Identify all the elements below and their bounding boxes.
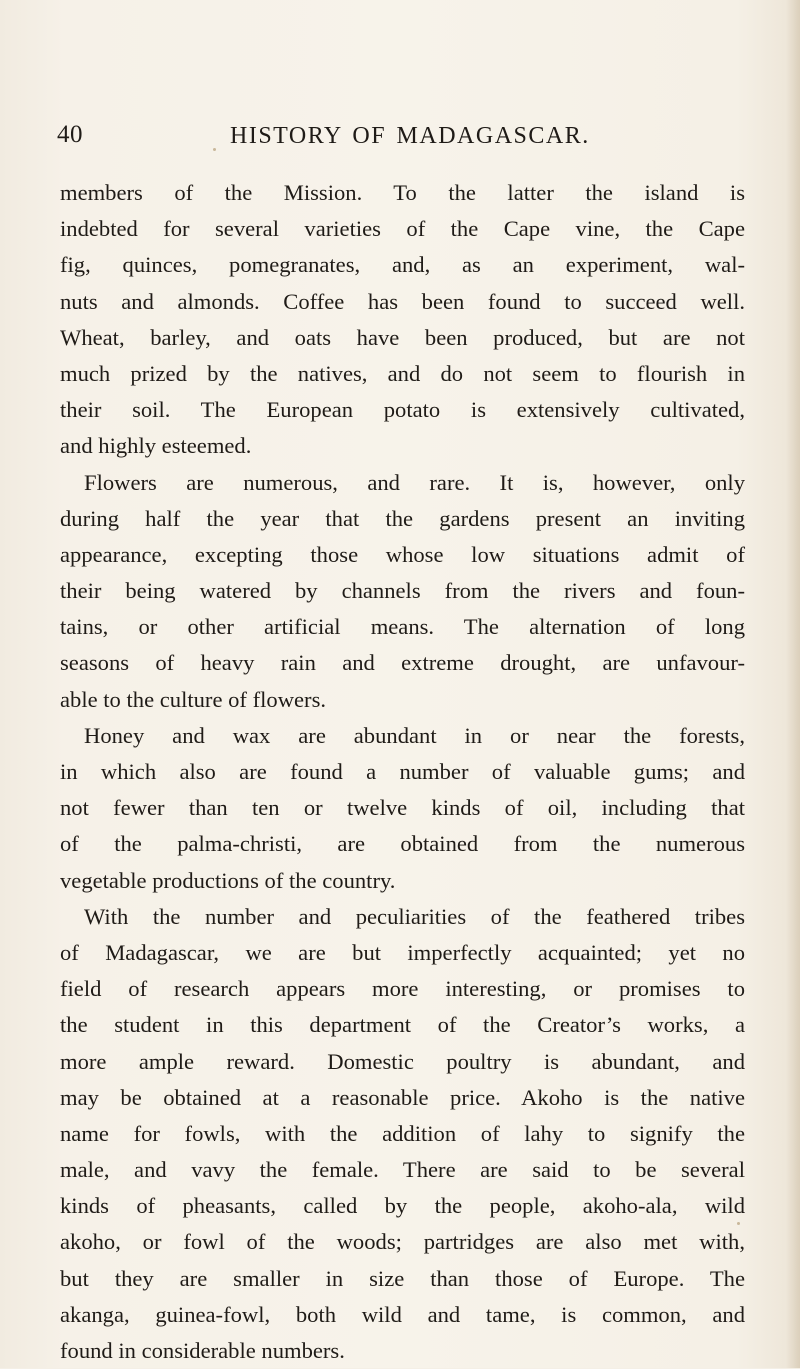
text-line: found in considerable numbers.: [60, 1338, 345, 1363]
text-line: their being watered by channels from the rivers and foun-: [60, 578, 745, 604]
text-line: Flowers are numerous, and rare. It is, however, only: [84, 469, 745, 495]
paper-speck: [737, 1222, 740, 1225]
paper-speck: [213, 148, 216, 151]
text-line: vegetable productions of the country.: [60, 867, 396, 893]
text-line: their soil. The European potato is extensively cultivated,: [60, 397, 745, 423]
text-line: name for fowls, with the addition of lahy to signify the: [60, 1120, 745, 1146]
text-line: during half the year that the gardens present an inviting: [60, 505, 745, 531]
text-line: indebted for several varieties of the Cape vine, the Cape: [60, 216, 745, 242]
text-line: appearance, excepting those whose low situations admit of: [60, 541, 745, 567]
text-line: Honey and wax are abundant in or near the forests,: [84, 722, 745, 748]
page-edge-shadow: [786, 0, 800, 1368]
running-title: HISTORY OF MADAGASCAR.: [230, 123, 590, 149]
text-line: in which also are found a number of valuable gums; and: [60, 759, 745, 784]
text-line: tains, or other artificial means. The alternation of long: [60, 614, 745, 640]
page-header: [0, 121, 800, 161]
text-line: more ample reward. Domestic poultry is abundant, and: [60, 1048, 745, 1074]
text-line: akoho, or fowl of the woods; partridges are also met with,: [60, 1229, 745, 1255]
page-number: 40: [57, 121, 83, 148]
text-line: members of the Mission. To the latter the island is: [60, 180, 745, 205]
text-line: nuts and almonds. Coffee has been found to succeed well.: [60, 288, 745, 314]
text-line: and highly esteemed.: [60, 433, 252, 459]
text-line: of Madagascar, we are but imperfectly acquainted; yet no: [60, 939, 745, 965]
text-line: fig, quinces, pomegranates, and, as an experiment, wal-: [60, 252, 745, 278]
text-line: able to the culture of flowers.: [60, 686, 327, 712]
text-line: male, and vavy the female. There are said to be several: [60, 1157, 745, 1183]
text-line: may be obtained at a reasonable price. Akoho is the native: [60, 1084, 745, 1110]
text-line: kinds of pheasants, called by the people, akoho-ala, wild: [60, 1193, 745, 1219]
text-line: the student in this department of the Creator’s works, a: [60, 1012, 745, 1038]
text-line: Wheat, barley, and oats have been produced, but are not: [60, 324, 745, 350]
text-line: akanga, guinea-fowl, both wild and tame, is common, and: [60, 1301, 745, 1327]
text-line: With the number and peculiarities of the feathered tribes: [84, 903, 745, 929]
text-line: seasons of heavy rain and extreme drought, are unfavour-: [60, 650, 745, 676]
text-line: much prized by the natives, and do not seem to flourish in: [60, 360, 745, 386]
text-line: not fewer than ten or twelve kinds of oil, including that: [60, 795, 745, 821]
text-line: field of research appears more interesting, or promises to: [60, 976, 745, 1002]
text-line: but they are smaller in size than those of Europe. The: [60, 1265, 745, 1291]
text-line: of the palma-christi, are obtained from the numerous: [60, 831, 745, 857]
body-text: [60, 175, 745, 1369]
